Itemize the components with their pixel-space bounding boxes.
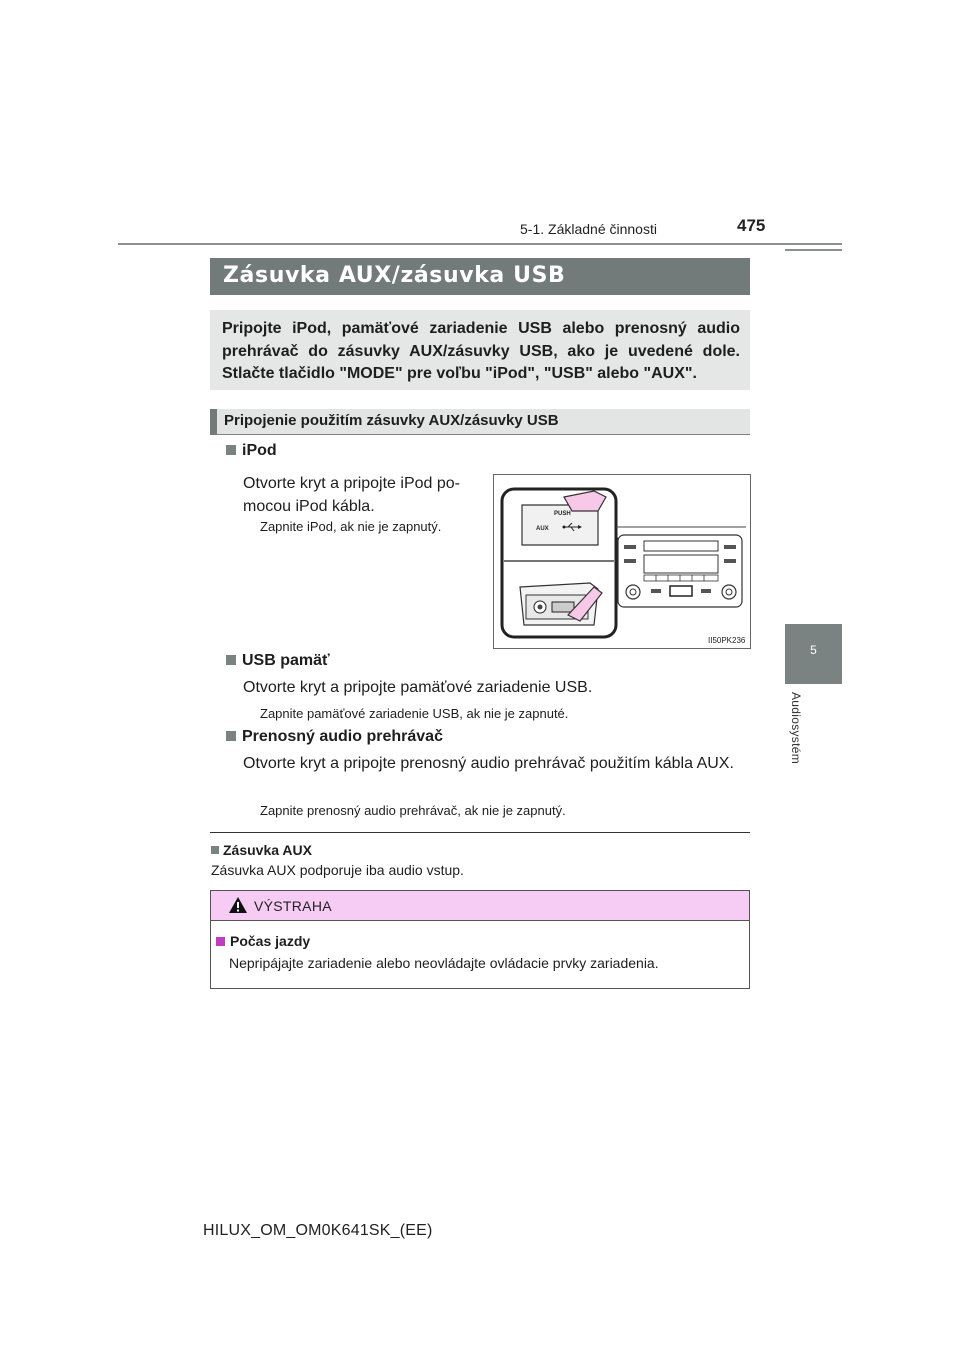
chapter-number: 5 xyxy=(810,643,817,657)
square-bullet-icon xyxy=(216,937,225,946)
warning-triangle-icon xyxy=(228,896,248,914)
footer-code: HILUX_OM_OM0K641SK_(EE) xyxy=(203,1222,433,1239)
subheading-text: Pripojenie použitím zásuvky AUX/zásuvky USB xyxy=(224,412,559,429)
chapter-label: Audiosystém xyxy=(789,692,803,764)
intro-box xyxy=(210,310,750,390)
item-title-text: iPod xyxy=(242,442,277,459)
warning-item-text: Nepripájajte zariadenie alebo neovládajte ovládacie prvky zariadenia. xyxy=(229,955,659,971)
item-usb-title xyxy=(226,652,330,670)
section-title: 5-1. Základné činnosti xyxy=(520,221,657,237)
item-text-line: Otvorte kryt a pripojte iPod po- xyxy=(243,475,460,492)
square-bullet-icon xyxy=(226,655,236,665)
warning-item-title-text: Počas jazdy xyxy=(230,933,311,949)
illustration-svg xyxy=(494,475,750,648)
aux-label: AUX xyxy=(536,526,549,532)
audio-head-unit xyxy=(618,535,742,607)
page-number: 475 xyxy=(737,216,766,235)
note-title xyxy=(211,842,312,858)
warning-box xyxy=(210,890,750,989)
item-portable-text: Otvorte kryt a pripojte prenosný audio prehrávač použitím kábla AUX. xyxy=(243,755,734,772)
title-bar xyxy=(210,258,750,295)
side-rule xyxy=(785,249,842,251)
item-ipod-note: Zapnite iPod, ak nie je zapnutý. xyxy=(260,519,442,534)
push-label: PUSH xyxy=(554,511,571,517)
note-title-text: Zásuvka AUX xyxy=(223,842,312,858)
warning-header xyxy=(211,891,749,921)
chapter-tab xyxy=(785,624,842,684)
item-portable-note: Zapnite prenosný audio prehrávač, ak nie je zapnutý. xyxy=(260,803,566,818)
item-ipod-title xyxy=(226,442,277,460)
item-text-line: mocou iPod kábla. xyxy=(243,498,375,515)
figure-code: II50PK236 xyxy=(708,636,746,645)
page-title: Zásuvka AUX/zásuvka USB xyxy=(223,263,566,288)
warning-item-title xyxy=(216,933,310,949)
item-portable-title xyxy=(226,728,443,746)
note-text: Zásuvka AUX podporuje iba audio vstup. xyxy=(211,862,464,878)
header-rule xyxy=(118,243,842,245)
item-usb-note: Zapnite pamäťové zariadenie USB, ak nie je zapnuté. xyxy=(260,706,569,721)
square-bullet-icon xyxy=(226,445,236,455)
subheading-bar xyxy=(210,409,217,435)
item-usb-text: Otvorte kryt a pripojte pamäťové zariadenie USB. xyxy=(243,679,593,696)
subheading xyxy=(210,409,750,435)
note-rule xyxy=(210,832,750,833)
item-ipod-text xyxy=(243,472,483,518)
intro-text: Pripojte iPod, pamäťové zariadenie USB alebo prenosný audio prehrávač do zásuvky AUX/zásuvky USB, ako je uvedené dole. Stlačte tlačidlo "MODE" pre voľbu "iPod", "USB" alebo "AUX". xyxy=(222,320,740,382)
square-bullet-icon xyxy=(226,731,236,741)
connector-illustration xyxy=(493,474,751,649)
item-title-text: Prenosný audio prehrávač xyxy=(242,728,443,745)
warning-label: VÝSTRAHA xyxy=(254,898,332,914)
item-title-text: USB pamäť xyxy=(242,652,330,669)
socket-cover-open xyxy=(520,583,602,625)
square-bullet-icon xyxy=(211,846,219,854)
